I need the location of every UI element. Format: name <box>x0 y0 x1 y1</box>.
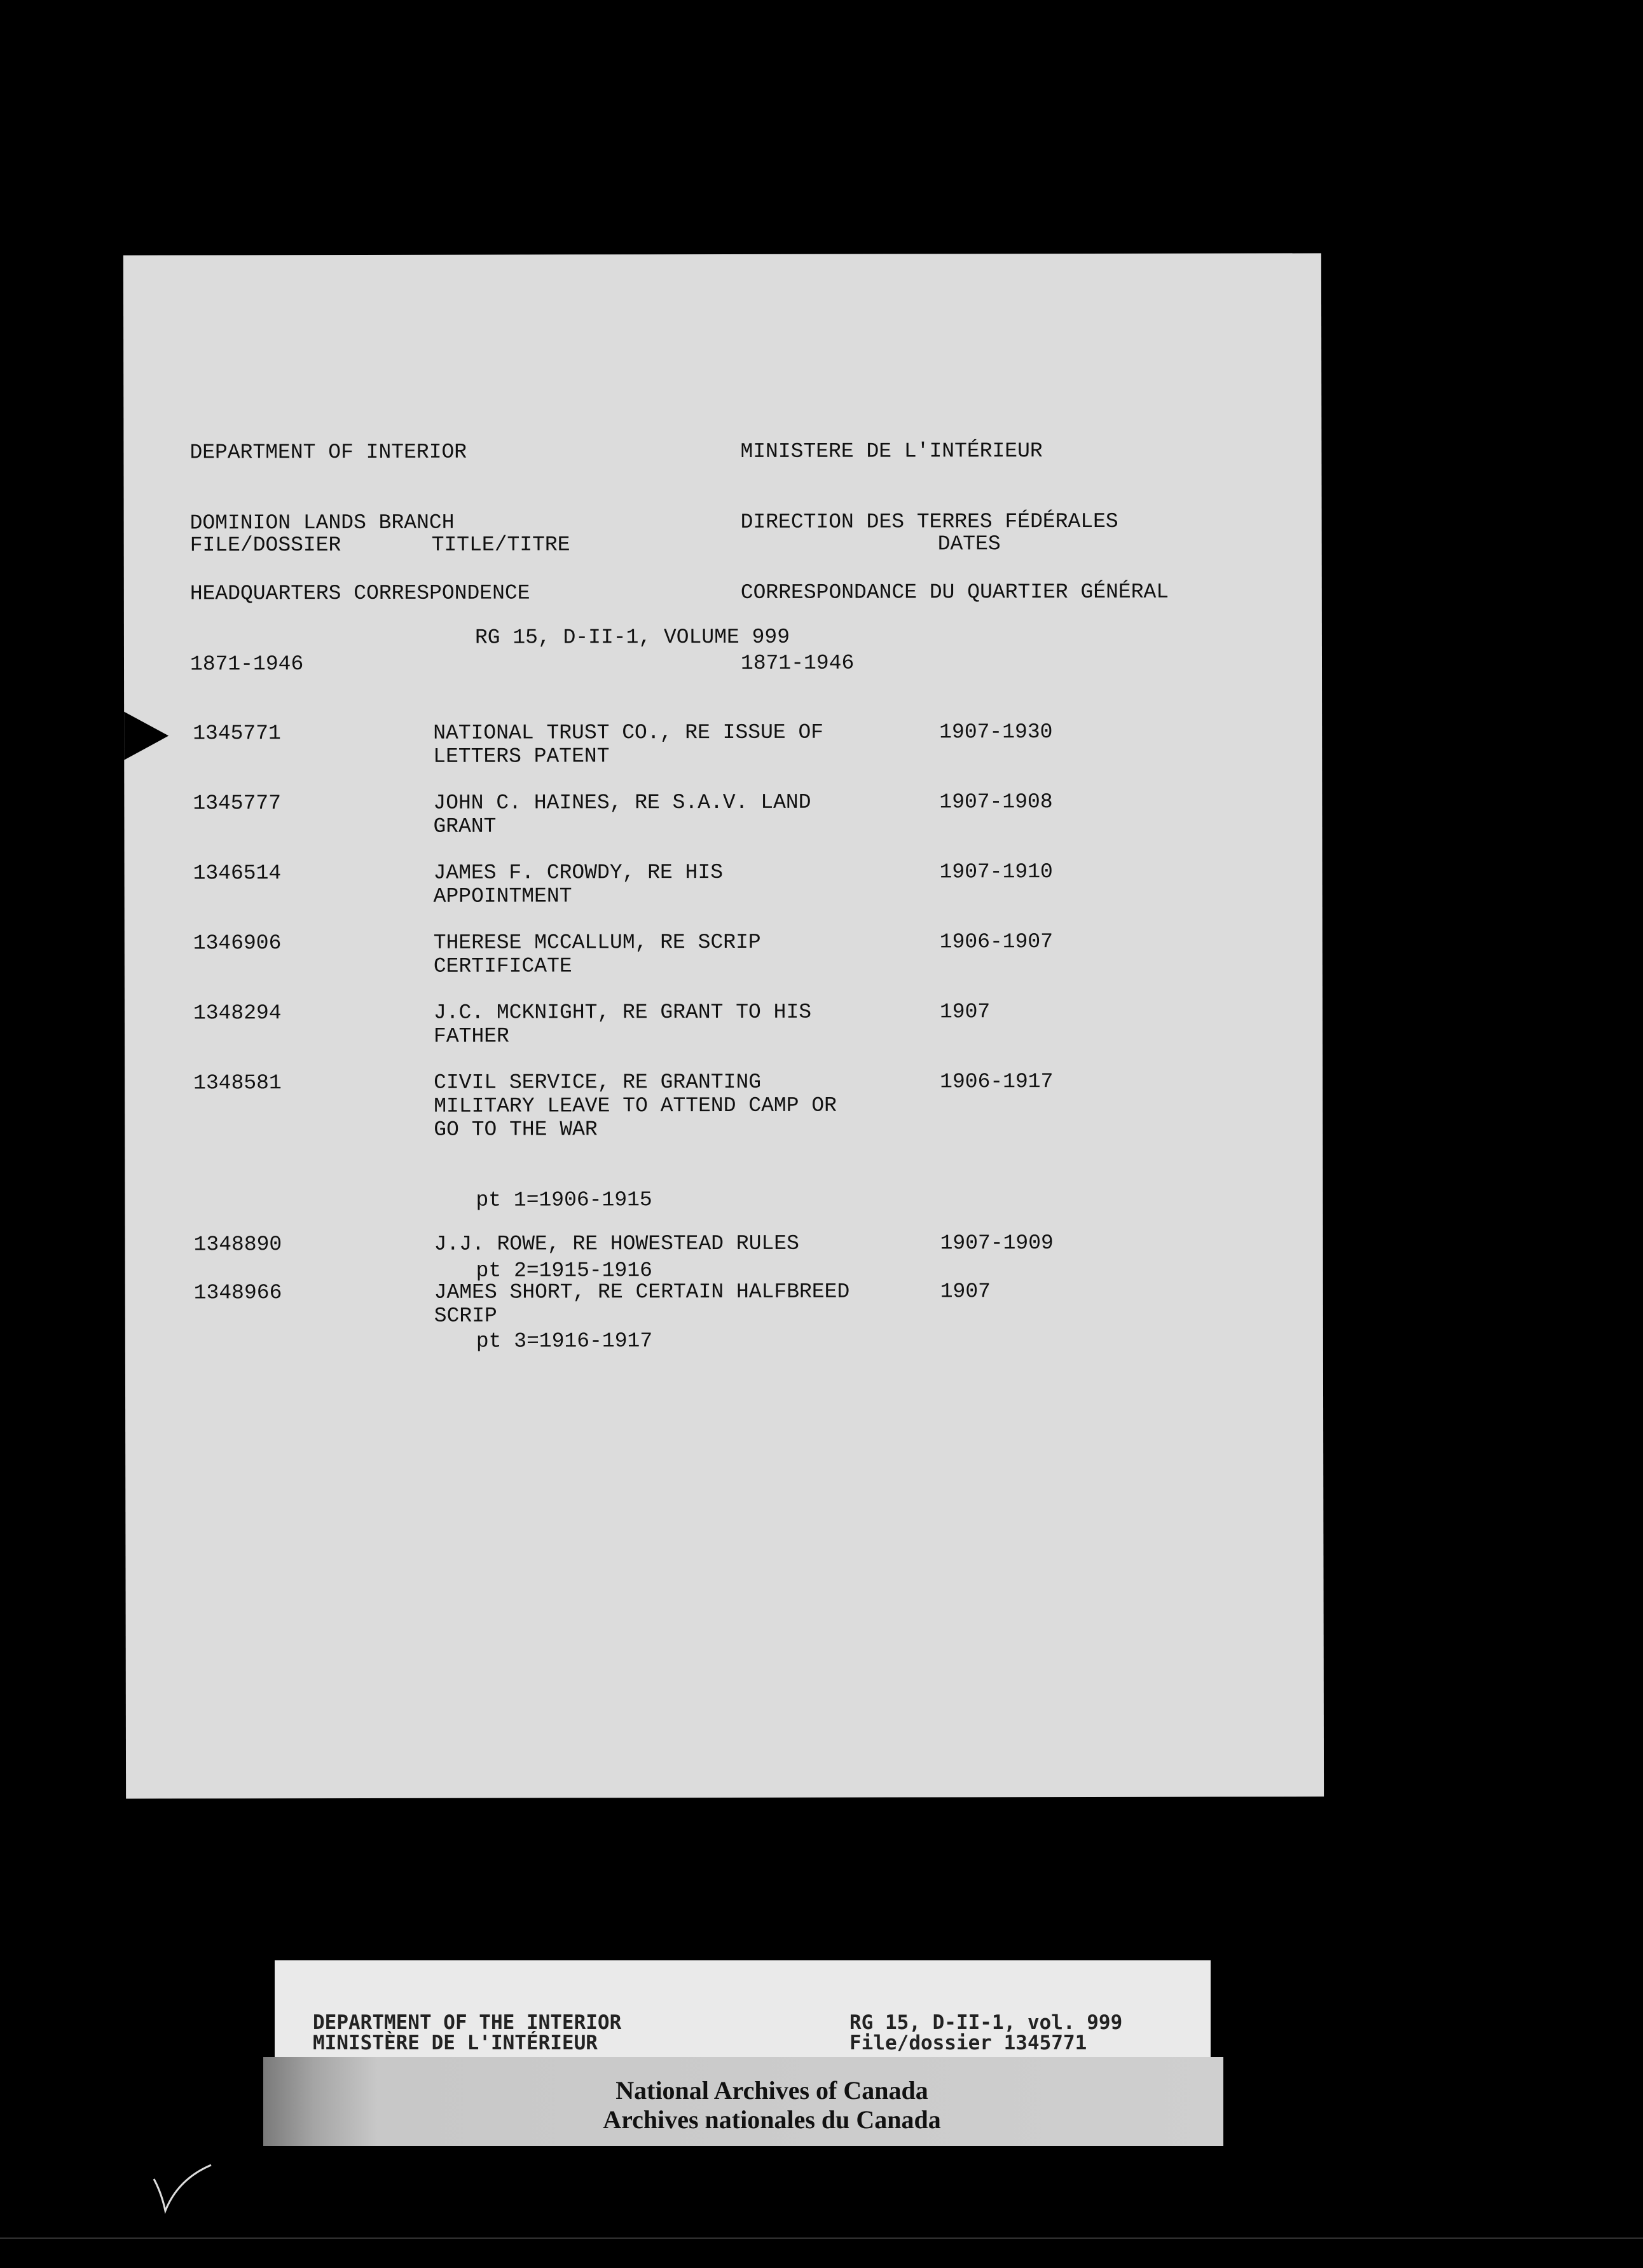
entry-title <box>434 1231 918 1255</box>
file-number: 1348294 <box>193 1001 282 1025</box>
column-header-file: FILE/DOSSIER <box>189 533 341 557</box>
entry-dates: 1906-1907 <box>939 930 1054 954</box>
column-header-title: TITLE/TITRE <box>431 533 570 557</box>
label-line: RG 15, D-II-1, vol. 999 <box>849 2011 1123 2034</box>
entry-dates: 1907-1908 <box>939 790 1053 814</box>
header-right-line: MINISTERE DE L'INTÉRIEUR <box>740 439 1043 463</box>
archives-name-en: National Archives of Canada <box>615 2076 928 2105</box>
entry-dates: 1907-1909 <box>940 1231 1054 1255</box>
title-line: JAMES F. CROWDY, RE HIS <box>433 861 724 885</box>
check-mark-icon <box>148 2154 224 2224</box>
title-line: CERTIFICATE <box>433 954 572 978</box>
header-left <box>189 393 530 723</box>
file-number: 1348581 <box>193 1071 282 1095</box>
title-line: J.J. ROWE, RE HOWESTEAD RULES <box>434 1231 799 1256</box>
title-line: APPOINTMENT <box>433 884 572 908</box>
entry-title <box>434 930 917 978</box>
archives-name-fr: Archives nationales du Canada <box>603 2105 941 2134</box>
part-line: pt 1=1906-1915 <box>476 1188 652 1212</box>
header-right <box>740 392 1169 722</box>
entry-dates: 1907-1910 <box>939 860 1053 884</box>
label-department <box>313 2012 621 2053</box>
title-line: JAMES SHORT, RE CERTAIN HALFBREED <box>434 1280 850 1304</box>
entry-dates: 1907 <box>940 1280 991 1304</box>
header-left-line: 1871-1946 <box>189 652 304 676</box>
table-row <box>125 929 1323 978</box>
label-reference <box>849 2012 1122 2053</box>
label-line: DEPARTMENT OF THE INTERIOR <box>313 2011 622 2034</box>
entry-dates: 1907-1930 <box>939 720 1053 744</box>
title-line: MILITARY LEAVE TO ATTEND CAMP OR <box>434 1093 837 1118</box>
entry-title <box>434 1000 917 1048</box>
title-line: THERESE MCCALLUM, RE SCRIP <box>433 930 761 955</box>
file-label <box>275 1960 1211 2057</box>
entry-title <box>434 860 917 908</box>
file-number: 1345777 <box>193 791 282 816</box>
archives-name <box>549 2076 994 2135</box>
title-line: J.C. MCKNIGHT, RE GRANT TO HIS <box>433 1000 812 1025</box>
title-line: SCRIP <box>434 1304 497 1328</box>
entry-dates: 1906-1917 <box>940 1070 1054 1094</box>
header-right-line: 1871-1946 <box>740 651 855 675</box>
title-line: FATHER <box>433 1024 509 1048</box>
title-line: CIVIL SERVICE, RE GRANTING <box>434 1070 762 1095</box>
entry-dates: 1907 <box>939 1000 991 1024</box>
header-left-line: DEPARTMENT OF INTERIOR <box>189 440 467 465</box>
title-line: GRANT <box>433 814 497 838</box>
header-left-line: DOMINION LANDS BRANCH <box>189 510 455 535</box>
label-line: File/dossier 1345771 <box>849 2032 1087 2054</box>
table-row <box>125 999 1323 1048</box>
part-line: pt 2=1915-1916 <box>476 1259 652 1283</box>
part-line: pt 3=1916-1917 <box>476 1329 653 1353</box>
header-right-line: DIRECTION DES TERRES FÉDÉRALES <box>740 509 1118 534</box>
volume-reference: RG 15, D-II-1, VOLUME 999 <box>474 625 790 650</box>
label-line: MINISTÈRE DE L'INTÉRIEUR <box>313 2032 598 2054</box>
column-header-dates: DATES <box>937 532 1001 556</box>
entry-title <box>433 790 916 838</box>
title-line: GO TO THE WAR <box>434 1117 598 1142</box>
document-page <box>123 253 1324 1798</box>
title-line: JOHN C. HAINES, RE S.A.V. LAND <box>433 790 811 815</box>
file-number: 1346906 <box>193 931 282 955</box>
file-number: 1348966 <box>193 1281 282 1305</box>
file-number: 1345771 <box>193 721 281 746</box>
entry-title <box>433 720 916 768</box>
table-row <box>124 789 1322 838</box>
title-line: LETTERS PATENT <box>433 744 610 769</box>
table-row <box>125 859 1323 908</box>
pointer-arrow-icon <box>124 712 168 760</box>
archives-banner <box>263 2057 1223 2146</box>
title-line: NATIONAL TRUST CO., RE ISSUE OF <box>433 720 824 745</box>
file-number: 1348890 <box>193 1233 282 1257</box>
header-right-line: CORRESPONDANCE DU QUARTIER GÉNÉRAL <box>740 580 1169 605</box>
file-number: 1346514 <box>193 861 282 885</box>
entry-title <box>434 1280 918 1327</box>
divider <box>0 2237 1643 2239</box>
header-left-line: HEADQUARTERS CORRESPONDENCE <box>189 581 530 606</box>
